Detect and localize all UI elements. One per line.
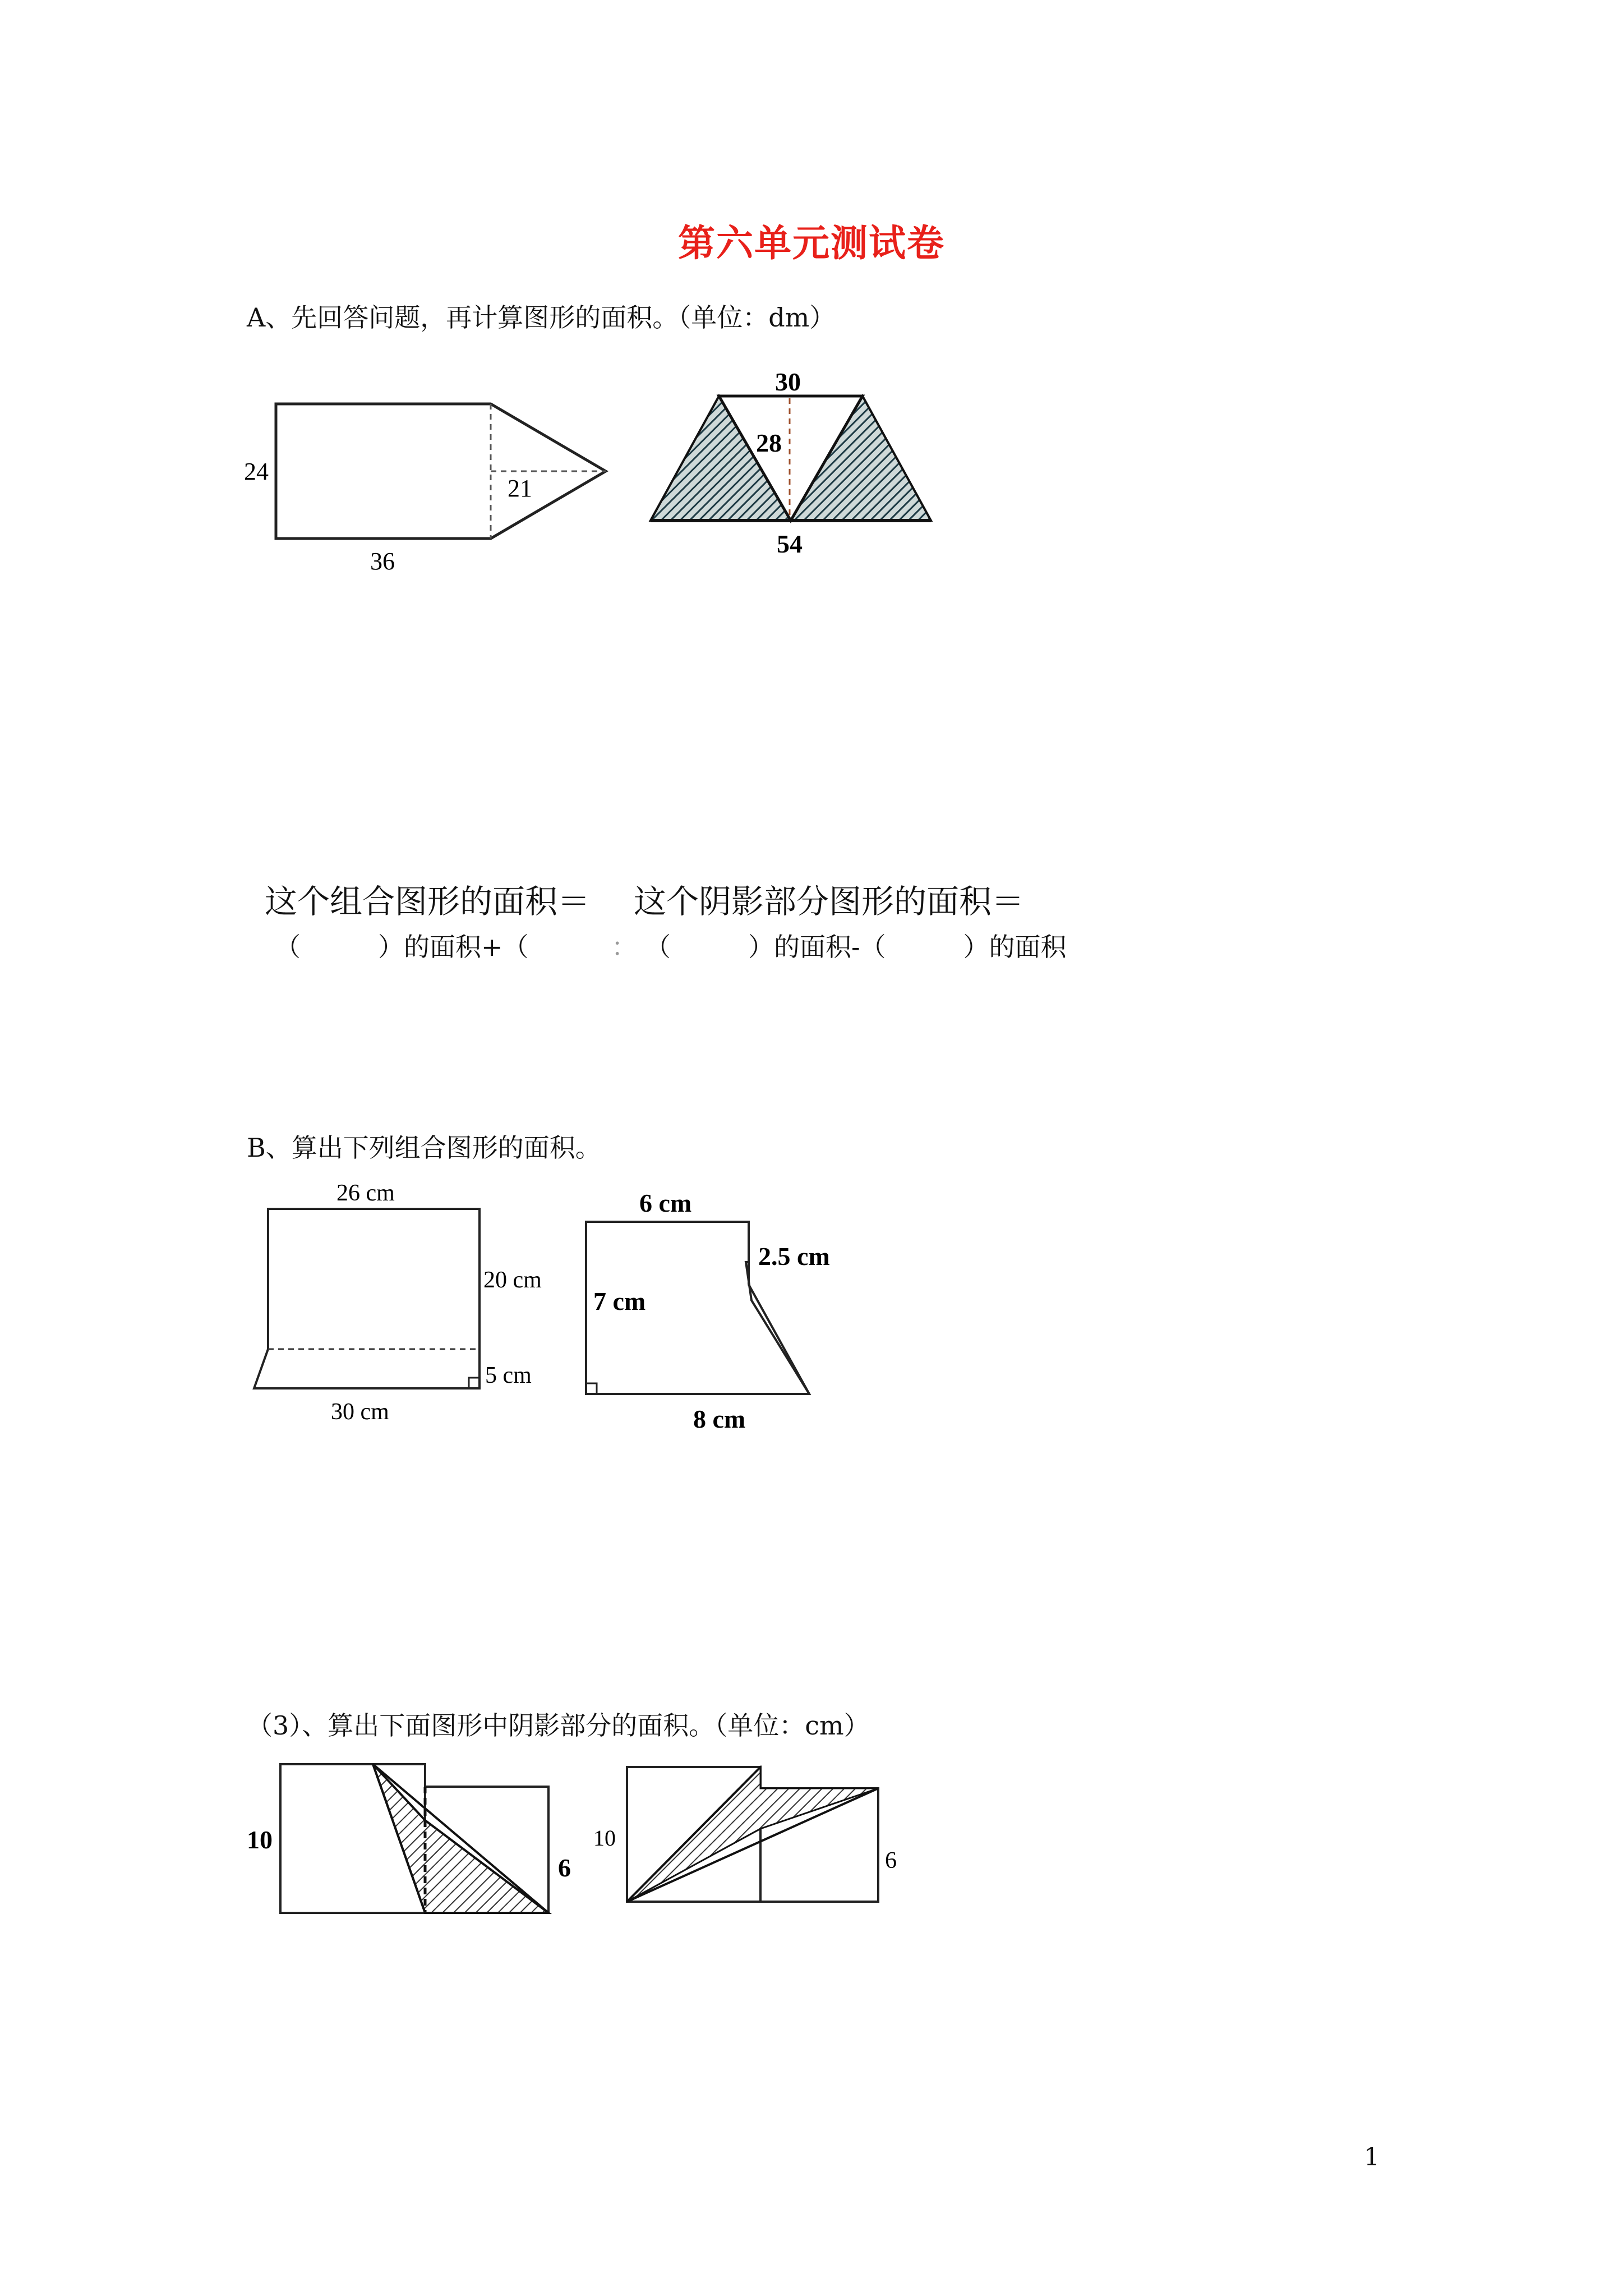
label-c2-left: 10 xyxy=(593,1825,616,1851)
label-c1-right: 6 xyxy=(558,1853,571,1882)
answer-template-shaded: （ ）的面积-（ ）的面积 xyxy=(645,932,1067,962)
label-a1-triangle-height: 21 xyxy=(508,475,532,502)
label-c1-left: 10 xyxy=(247,1825,273,1854)
section-c-prompt: （3）、算出下面图形中阴影部分的面积。（单位：cm） xyxy=(247,1710,870,1741)
label-b2-bottom: 8 cm xyxy=(693,1405,746,1433)
figure-b1-rectangle-trapezoid xyxy=(254,1180,542,1425)
label-c2-right: 6 xyxy=(885,1848,897,1874)
answer-separator: ： xyxy=(611,932,637,962)
label-a2-bottom: 54 xyxy=(777,530,803,558)
section-b-prompt: B、算出下列组合图形的面积。 xyxy=(247,1133,601,1163)
label-b1-small: 5 cm xyxy=(485,1363,532,1388)
label-a1-height: 24 xyxy=(244,458,269,485)
figure-a2-shaded-trapezoid xyxy=(651,367,931,558)
figure-a1-rectangle-triangle xyxy=(244,404,606,575)
label-a2-height: 28 xyxy=(756,429,782,457)
label-b2-step: 2.5 cm xyxy=(758,1242,830,1271)
page-number: 1 xyxy=(1364,2143,1380,2171)
label-b1-right: 20 cm xyxy=(483,1267,542,1293)
figure-c2-shaded-region xyxy=(593,1767,897,1902)
section-a-prompt: A、先回答问题，再计算图形的面积。（单位：dm） xyxy=(247,302,836,333)
question-composite-area: 这个组合图形的面积＝ xyxy=(265,882,591,921)
label-b2-left: 7 cm xyxy=(593,1287,646,1315)
label-b1-bottom: 30 cm xyxy=(331,1399,389,1425)
label-a1-base: 36 xyxy=(370,547,395,575)
page-title: 第六单元测试卷 xyxy=(678,221,945,265)
question-shaded-area: 这个阴影部分图形的面积＝ xyxy=(634,882,1025,921)
answer-template-composite: （ ）的面积+（ xyxy=(275,932,529,962)
label-b2-top: 6 cm xyxy=(639,1189,692,1217)
figure-b2-composite xyxy=(586,1189,830,1433)
label-a2-top: 30 xyxy=(775,367,801,396)
label-b1-top: 26 cm xyxy=(336,1180,395,1206)
figure-c1-shaded-triangle xyxy=(247,1764,571,1913)
